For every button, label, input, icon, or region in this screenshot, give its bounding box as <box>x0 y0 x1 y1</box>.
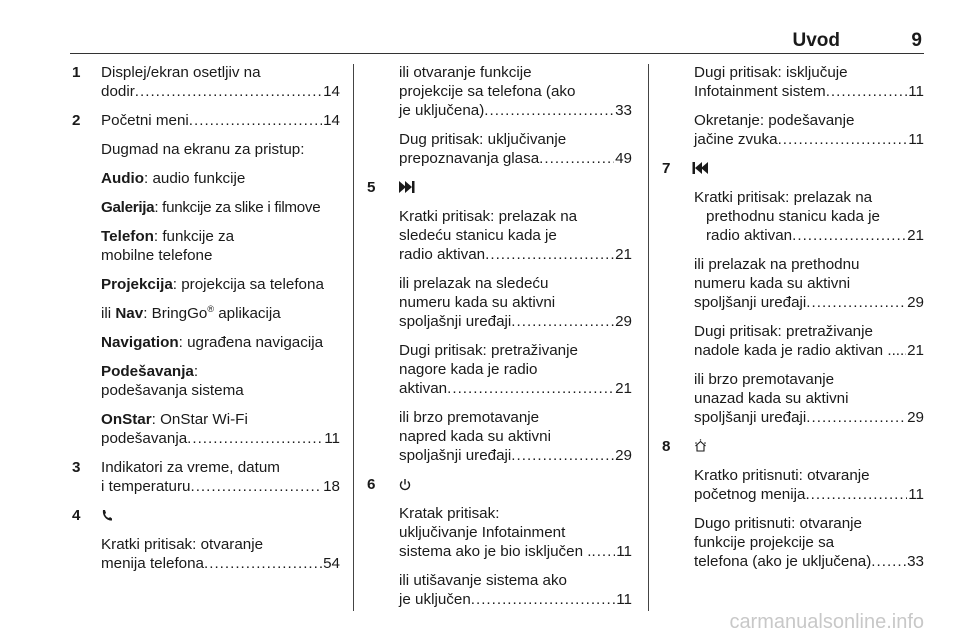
toc-line: spoljašnji uređaji ..... 29 <box>367 312 632 331</box>
page-ref: 11 <box>908 486 924 503</box>
menu-entry-phone: Telefon: funkcije za <box>101 228 235 245</box>
toc-line: jačine zvuka ..... 11 <box>662 130 924 149</box>
toc-line: početnog menija ..... 11 <box>662 485 924 504</box>
page-ref: 21 <box>615 380 632 397</box>
menu-entry-settings: Podešavanja: <box>101 363 199 380</box>
page-ref: 49 <box>615 150 632 167</box>
header-divider <box>70 53 924 54</box>
page-number: 9 <box>911 30 922 51</box>
home-icon <box>693 439 708 453</box>
page-ref: 21 <box>615 246 632 263</box>
menu-entry-onstar: OnStar: OnStar Wi-Fi <box>101 411 248 428</box>
toc-line: je uključena) ..... 33 <box>367 101 632 120</box>
list-item-1: 1 Displej/ekran osetljiv na <box>72 64 261 81</box>
page-ref: 11 <box>324 430 340 447</box>
toc-line: Infotainment sistem ..... 11 <box>662 82 924 101</box>
item-number: 2 <box>72 112 81 129</box>
list-item-8 <box>662 437 924 456</box>
toc-line: sistema ako je bio isključen . ..... 11 <box>367 542 632 561</box>
menu-entry-gallery: Galerija: funkcije za slike i filmove <box>101 199 321 216</box>
toc-line: radio aktivan ..... 21 <box>662 226 924 245</box>
item-number: 5 <box>367 179 376 196</box>
list-item-5 <box>367 178 632 197</box>
toc-line: prepoznavanja glasa ..... 49 <box>367 149 632 168</box>
item-number: 8 <box>662 438 671 455</box>
next-track-icon <box>399 181 415 193</box>
toc-line: spoljašnji uređaji ..... 29 <box>367 446 632 465</box>
page-ref: 29 <box>907 294 924 311</box>
list-item-6 <box>367 475 632 494</box>
menu-entry-navigation: Navigation: ugrađena navigacija <box>101 334 324 351</box>
page-title: Uvod <box>792 30 840 51</box>
item-number: 4 <box>72 507 81 524</box>
page-ref: 21 <box>907 342 924 359</box>
previous-track-icon <box>692 162 708 174</box>
list-item-7 <box>662 159 924 178</box>
page-ref: 33 <box>615 102 632 119</box>
toc-line: je uključen ..... 11 <box>367 590 632 609</box>
page-ref: 29 <box>907 409 924 426</box>
menu-entry-projection: Projekcija: projekcija sa telefona <box>101 276 324 293</box>
page-ref: 29 <box>615 313 632 330</box>
page-ref: 11 <box>616 591 632 608</box>
page-ref: 11 <box>616 543 632 560</box>
page-ref: 21 <box>907 227 924 244</box>
toc-line: nadole kada je radio aktivan . ..... 21 <box>662 341 924 360</box>
page-ref: 29 <box>615 447 632 464</box>
menu-entry-nav: ili Nav: BringGo® aplikacija <box>101 303 281 322</box>
list-item-4 <box>72 506 340 525</box>
toc-line: podešavanja ..... 11 <box>72 429 340 448</box>
page-ref: 18 <box>323 478 340 495</box>
phone-icon <box>101 509 113 522</box>
paragraph: Dugmad na ekranu za pristup: <box>101 141 305 158</box>
page-ref: 11 <box>908 131 924 148</box>
toc-line: telefona (ako je uključena) ..... 33 <box>662 552 924 571</box>
toc-line: radio aktivan ..... 21 <box>367 245 632 264</box>
power-icon <box>399 478 411 491</box>
column-1: 1 Displej/ekran osetljiv na dodir ..... 14 2 Početni meni ..... 14 Dugmad na ekranu za pristup: Audio: audio funkcije Galerija: funkcije za slike i filmove Telefon: funkcije za mobilne telefone Projekcija: projekcija sa telefona ili Nav: BringGo® aplikacija Navigation: ugrađena navigacija Podešavanja: podešavanja sistema OnStar: OnStar Wi-Fi podešavanja ..... 11 3 Indikatori za vreme, datum i temperaturu ..... 18 4 Kratki pritisak: otvaranje menija telefona ..... 54 <box>72 63 340 573</box>
page-ref: 14 <box>323 83 340 100</box>
toc-line: i temperaturu ..... 18 <box>72 477 340 496</box>
column-3: Dugi pritisak: isključuje Infotainment sistem ..... 11 Okretanje: podešavanje jačine zvuka ..... 11 7 Kratki pritisak: prelazak na prethodnu stanicu kada je radio aktivan ..... 21 ili prelazak na prethodnu numeru kada su aktivni spoljšanji uređaji ..... 29 Dugi pritisak: pretraživanje nadole kada je radio aktivan . ..... 21 ili brzo premotavanje unazad kada su aktivni spoljšanji uređaji ..... 29 8 Kratko pritisnuti: otvaranje početnog menija ..... 11 Dugo pritisnuti: otvaranje funkcije projekcije sa telefona (ako je uključena) ..... 33 <box>662 63 924 571</box>
item-number: 7 <box>662 160 671 177</box>
watermark: carmanualsonline.info <box>729 611 924 633</box>
column-divider-2 <box>648 64 649 611</box>
column-divider-1 <box>353 64 354 611</box>
page-ref: 33 <box>907 553 924 570</box>
page-ref: 14 <box>323 112 340 129</box>
toc-line: menija telefona ..... 54 <box>72 554 340 573</box>
list-item-3: 3 Indikatori za vreme, datum <box>72 459 280 476</box>
column-2: ili otvaranje funkcije projekcije sa telefona (ako je uključena) ..... 33 Dug pritisak: uključivanje prepoznavanja glasa ..... 49 5 Kratki pritisak: prelazak na sledeću stanicu kada je radio aktivan ..... 21 ili prelazak na sledeću numeru kada su aktivni spoljašnji uređaji ..... 29 Dugi pritisak: pretraživanje nagore kada je radio aktivan ..... 21 ili brzo premotavanje napred kada su aktivni spoljašnji uređaji ..... 29 6 Kratak pritisak: uključivanje Infotainment sistema ako je bio isključen . ..... 11 ili utišavanje sistema ako je uključen ..... 11 <box>367 63 632 609</box>
page-ref: 54 <box>323 555 340 572</box>
toc-line: dodir ..... 14 <box>72 82 340 101</box>
page-ref: 11 <box>908 83 924 100</box>
toc-line: aktivan ..... 21 <box>367 379 632 398</box>
item-number: 1 <box>72 64 81 81</box>
menu-entry-audio: Audio: audio funkcije <box>101 170 246 187</box>
list-item-2: 2 Početni meni ..... 14 <box>72 111 340 130</box>
toc-line: spoljšanji uređaji ..... 29 <box>662 408 924 427</box>
toc-line: spoljšanji uređaji ..... 29 <box>662 293 924 312</box>
item-number: 3 <box>72 459 81 476</box>
item-number: 6 <box>367 476 376 493</box>
